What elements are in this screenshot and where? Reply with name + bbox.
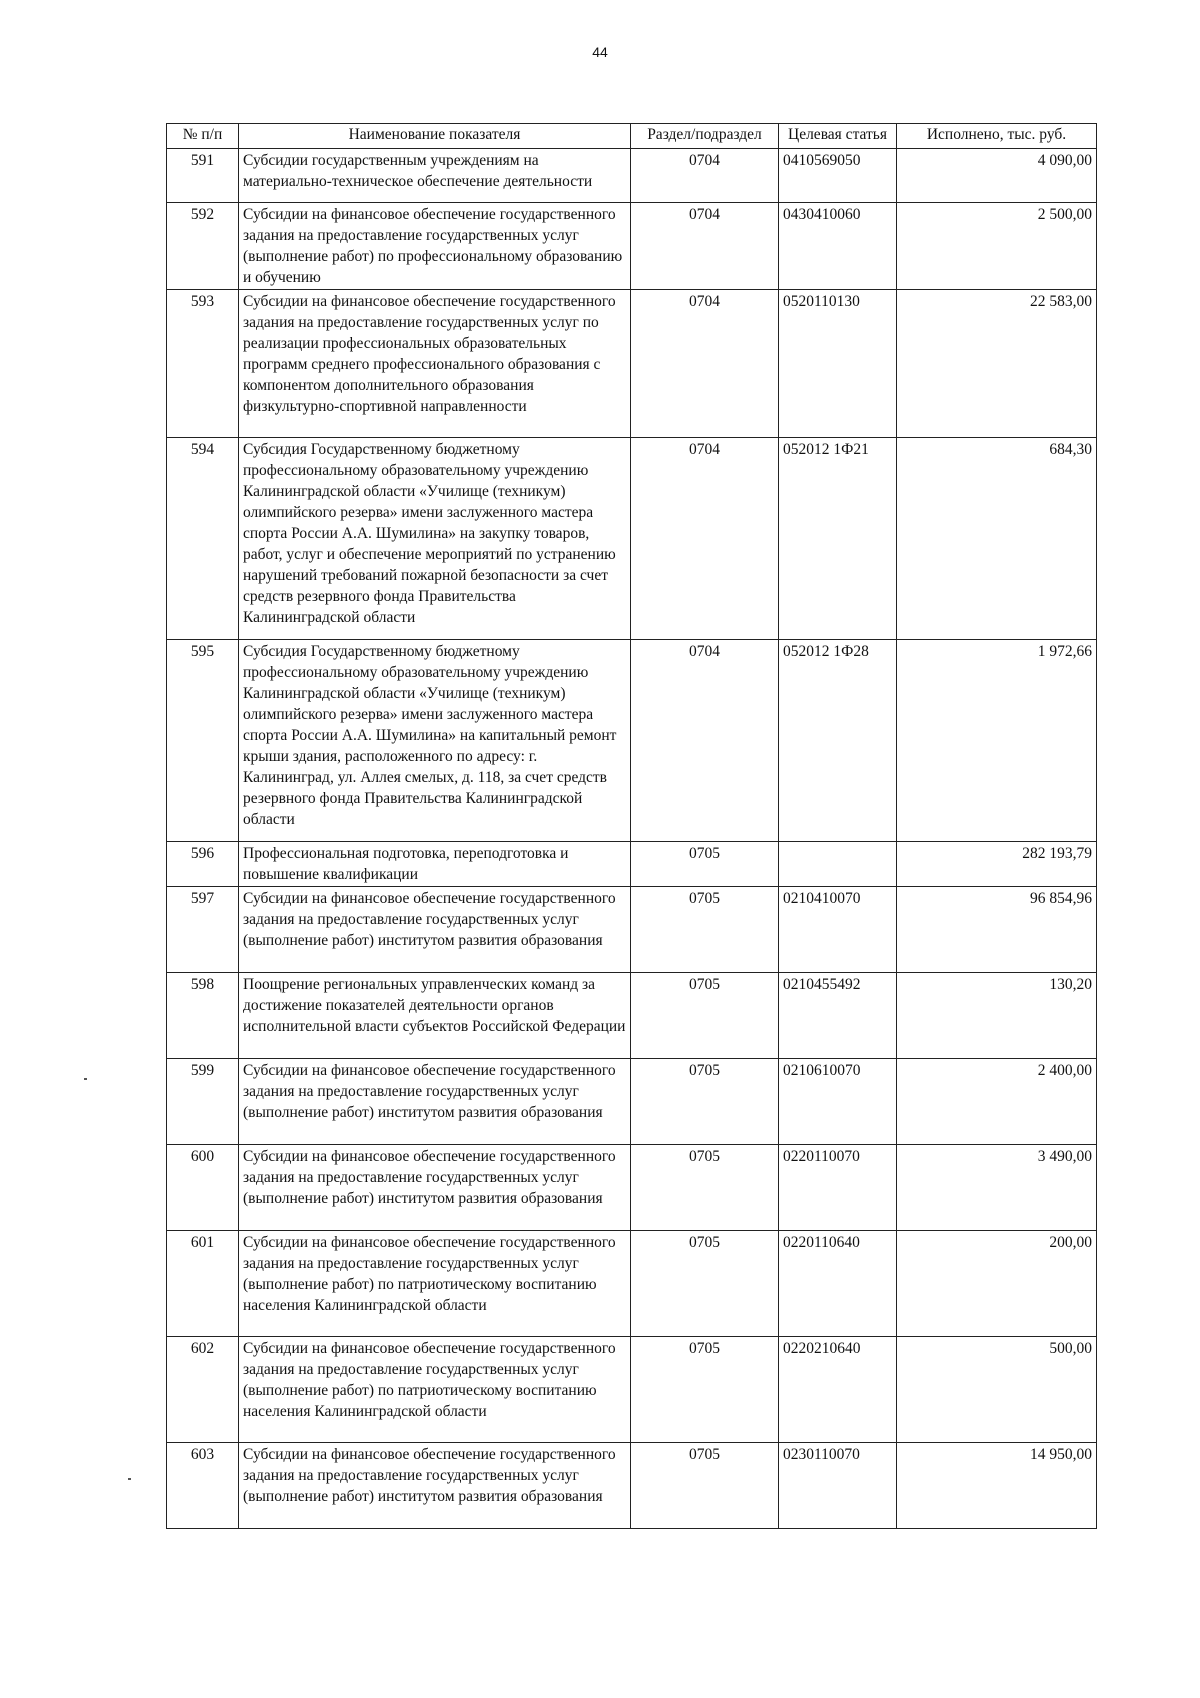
row-name: Субсидии на финансовое обеспечение государственного задания на предоставление государственных услуг (выполнение работ) институтом развития образования <box>239 887 631 973</box>
row-target: 0220210640 <box>779 1337 897 1443</box>
row-target: 0210610070 <box>779 1059 897 1145</box>
header-num: № п/п <box>167 124 239 149</box>
row-amount: 22 583,00 <box>897 290 1097 438</box>
scan-speck <box>128 1478 131 1480</box>
row-name: Субсидия Государственному бюджетному профессиональному образовательному учреждению Калининградской области «Училище (техникум) олимпийского резерва» имени заслуженного мастера спорта России А.А. Шумилина» на капитальный ремонт крыши здания, расположенного по адресу: г. Калининград, ул. Аллея смелых, д. 118, за счет средств резервного фонда Правительства Калининградской области <box>239 640 631 842</box>
row-amount: 14 950,00 <box>897 1443 1097 1529</box>
table-row <box>167 640 1097 842</box>
table-header-row <box>167 124 1097 149</box>
header-amount: Исполнено, тыс. руб. <box>897 124 1097 149</box>
table-row <box>167 149 1097 203</box>
row-target: 0220110640 <box>779 1231 897 1337</box>
row-amount: 2 500,00 <box>897 203 1097 290</box>
row-amount: 2 400,00 <box>897 1059 1097 1145</box>
row-name: Субсидии на финансовое обеспечение государственного задания на предоставление государственных услуг по реализации профессиональных образовательных программ среднего профессионального образования с компонентом дополнительного образования физкультурно-спортивной направленности <box>239 290 631 438</box>
row-name: Субсидии на финансовое обеспечение государственного задания на предоставление государственных услуг (выполнение работ) по патриотическому воспитанию населения Калининградской области <box>239 1231 631 1337</box>
table-row <box>167 290 1097 438</box>
page-number: 44 <box>592 44 608 60</box>
row-section: 0705 <box>631 1337 779 1443</box>
table-row <box>167 1231 1097 1337</box>
table-row <box>167 973 1097 1059</box>
row-section: 0705 <box>631 887 779 973</box>
row-num: 591 <box>167 149 239 203</box>
row-amount: 500,00 <box>897 1337 1097 1443</box>
table-row <box>167 1059 1097 1145</box>
row-amount: 96 854,96 <box>897 887 1097 973</box>
row-num: 597 <box>167 887 239 973</box>
row-amount: 4 090,00 <box>897 149 1097 203</box>
row-target: 0410569050 <box>779 149 897 203</box>
row-section: 0705 <box>631 1231 779 1337</box>
header-name: Наименование показателя <box>239 124 631 149</box>
row-section: 0705 <box>631 842 779 887</box>
row-section: 0704 <box>631 149 779 203</box>
table-row <box>167 842 1097 887</box>
row-num: 598 <box>167 973 239 1059</box>
row-section: 0705 <box>631 1145 779 1231</box>
row-num: 603 <box>167 1443 239 1529</box>
row-section: 0705 <box>631 1443 779 1529</box>
table-row <box>167 1145 1097 1231</box>
row-num: 602 <box>167 1337 239 1443</box>
row-section: 0705 <box>631 973 779 1059</box>
table-row <box>167 1337 1097 1443</box>
row-target: 052012 1Ф28 <box>779 640 897 842</box>
header-target: Целевая статья <box>779 124 897 149</box>
table-row <box>167 887 1097 973</box>
row-section: 0704 <box>631 438 779 640</box>
row-name: Субсидии на финансовое обеспечение государственного задания на предоставление государственных услуг (выполнение работ) институтом развития образования <box>239 1059 631 1145</box>
row-name: Субсидия Государственному бюджетному профессиональному образовательному учреждению Калининградской области «Училище (техникум) олимпийского резерва» имени заслуженного мастера спорта России А.А. Шумилина» на закупку товаров, работ, услуг и обеспечение мероприятий по устранению нарушений требований пожарной безопасности за счет средств резервного фонда Правительства Калининградской области <box>239 438 631 640</box>
scan-speck <box>84 1078 87 1080</box>
row-name: Субсидии на финансовое обеспечение государственного задания на предоставление государственных услуг (выполнение работ) институтом развития образования <box>239 1443 631 1529</box>
table-row <box>167 438 1097 640</box>
row-amount: 684,30 <box>897 438 1097 640</box>
row-target: 0230110070 <box>779 1443 897 1529</box>
row-amount: 3 490,00 <box>897 1145 1097 1231</box>
row-target: 0520110130 <box>779 290 897 438</box>
row-num: 600 <box>167 1145 239 1231</box>
row-name: Субсидии на финансовое обеспечение государственного задания на предоставление государственных услуг (выполнение работ) по профессиональному образованию и обучению <box>239 203 631 290</box>
row-name: Профессиональная подготовка, переподготовка и повышение квалификации <box>239 842 631 887</box>
row-section: 0705 <box>631 1059 779 1145</box>
row-amount: 1 972,66 <box>897 640 1097 842</box>
row-num: 592 <box>167 203 239 290</box>
row-num: 596 <box>167 842 239 887</box>
row-name: Поощрение региональных управленческих команд за достижение показателей деятельности органов исполнительной власти субъектов Российской Федерации <box>239 973 631 1059</box>
row-name: Субсидии государственным учреждениям на материально-техническое обеспечение деятельности <box>239 149 631 203</box>
row-num: 594 <box>167 438 239 640</box>
row-amount: 200,00 <box>897 1231 1097 1337</box>
row-num: 595 <box>167 640 239 842</box>
row-section: 0704 <box>631 290 779 438</box>
row-target: 0430410060 <box>779 203 897 290</box>
row-name: Субсидии на финансовое обеспечение государственного задания на предоставление государственных услуг (выполнение работ) по патриотическому воспитанию населения Калининградской области <box>239 1337 631 1443</box>
table-row <box>167 1443 1097 1529</box>
budget-execution-table <box>166 123 1097 1529</box>
row-num: 593 <box>167 290 239 438</box>
row-amount: 130,20 <box>897 973 1097 1059</box>
row-section: 0704 <box>631 640 779 842</box>
row-target: 0210410070 <box>779 887 897 973</box>
header-section: Раздел/подраздел <box>631 124 779 149</box>
row-name: Субсидии на финансовое обеспечение государственного задания на предоставление государственных услуг (выполнение работ) институтом развития образования <box>239 1145 631 1231</box>
row-num: 601 <box>167 1231 239 1337</box>
row-amount: 282 193,79 <box>897 842 1097 887</box>
row-target <box>779 842 897 887</box>
row-target: 052012 1Ф21 <box>779 438 897 640</box>
table-row <box>167 203 1097 290</box>
row-section: 0704 <box>631 203 779 290</box>
row-num: 599 <box>167 1059 239 1145</box>
row-target: 0210455492 <box>779 973 897 1059</box>
row-target: 0220110070 <box>779 1145 897 1231</box>
